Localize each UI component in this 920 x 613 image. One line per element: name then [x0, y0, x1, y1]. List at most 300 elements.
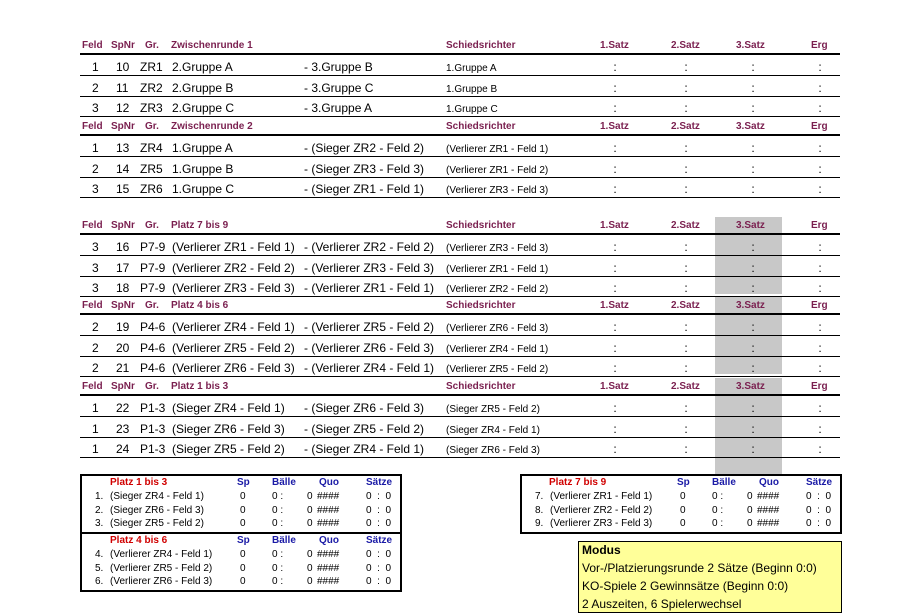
standings-baelle_b: 0 — [307, 549, 313, 560]
table-row — [80, 396, 840, 417]
table-row — [80, 437, 840, 458]
set-score-cell: : — [751, 442, 755, 456]
modus-title: Modus — [582, 543, 621, 557]
referee-cell: 1.Gruppe A — [446, 63, 497, 74]
referee-cell: 1.Gruppe B — [446, 83, 498, 95]
referee-cell: (Sieger ZR5 - Feld 2) — [446, 404, 540, 415]
set-score-cell: : — [684, 240, 688, 254]
set-score-cell: : — [684, 60, 688, 74]
standings-baelle_a: 0 : — [272, 518, 284, 529]
standings-rank: 6. — [95, 576, 104, 587]
section-title: Platz 7 bis 9 — [171, 220, 229, 231]
referee-cell: (Verlierer ZR3 - Feld 3) — [446, 243, 549, 254]
col-header-feld: Feld — [82, 121, 103, 132]
set-score-cell: : — [751, 101, 755, 115]
standings-rank: 3. — [95, 518, 104, 529]
set-score-cell: : — [751, 281, 755, 295]
standings-box — [520, 474, 842, 534]
col-header-feld: Feld — [82, 220, 103, 231]
col-header-spnr: SpNr — [111, 300, 135, 311]
set-score-cell: : — [613, 442, 617, 456]
standings-rank: 4. — [95, 549, 104, 560]
standings-saetze: 0 : 0 — [366, 549, 392, 560]
standings-saetze: 0 : 0 — [366, 504, 392, 516]
spnr-cell: 10 — [116, 60, 130, 74]
gr-cell: ZR4 — [140, 141, 163, 155]
standings-col-sp: Sp — [237, 477, 250, 488]
section-title: Zwischenrunde 1 — [171, 40, 253, 51]
feld-cell: 3 — [92, 260, 99, 275]
standings-quo: #### — [757, 491, 780, 502]
table-row — [80, 177, 840, 198]
team1-cell: 2.Gruppe B — [172, 80, 234, 95]
standings-baelle_a: 0 : — [272, 576, 284, 587]
standings-quo: #### — [757, 518, 780, 529]
standings-quo: #### — [317, 491, 340, 502]
set-score-cell: : — [818, 161, 822, 176]
set-score-cell: : — [818, 260, 822, 275]
spnr-cell: 12 — [116, 101, 130, 115]
set-score-cell: : — [818, 320, 822, 334]
team1-cell: (Verlierer ZR3 - Feld 3) — [172, 281, 295, 295]
team1-cell: 2.Gruppe C — [172, 101, 235, 115]
set-score-cell: : — [818, 80, 822, 95]
standings-sp: 0 — [680, 504, 686, 516]
standings-baelle_b: 0 — [747, 504, 753, 516]
team1-cell: 1.Gruppe A — [172, 141, 233, 155]
standings-header — [82, 535, 400, 548]
feld-cell: 2 — [92, 340, 99, 355]
set-score-cell: : — [818, 361, 822, 375]
team2-cell: - (Sieger ZR5 - Feld 2) — [304, 421, 425, 436]
team2-cell: - (Verlierer ZR3 - Feld 3) — [304, 260, 435, 275]
col-header-satz1: 1.Satz — [600, 121, 629, 132]
section-title: Platz 4 bis 6 — [171, 300, 229, 311]
spnr-cell: 24 — [116, 442, 130, 456]
col-header-gr: Gr. — [145, 300, 159, 311]
set-score-cell: : — [818, 421, 822, 436]
section-header — [80, 220, 840, 235]
referee-cell: (Sieger ZR6 - Feld 3) — [446, 445, 540, 456]
modus-line: 2 Auszeiten, 6 Spielerwechsel — [582, 597, 742, 611]
table-row — [80, 76, 840, 97]
set-score-cell: : — [818, 340, 822, 355]
set-score-cell: : — [613, 60, 617, 74]
col-header-spnr: SpNr — [111, 121, 135, 132]
standings-sp: 0 — [240, 576, 246, 587]
gr-cell: P4-6 — [140, 340, 166, 355]
standings-rank: 1. — [95, 491, 104, 502]
team2-cell: - 3.Gruppe C — [304, 80, 374, 95]
set-score-cell: : — [613, 240, 617, 254]
col-header-erg: Erg — [811, 220, 828, 231]
feld-cell: 2 — [92, 161, 99, 176]
referee-cell: (Verlierer ZR1 - Feld 1) — [446, 144, 549, 155]
col-header-feld: Feld — [82, 381, 103, 392]
set-score-cell: : — [818, 442, 822, 456]
gr-cell: P1-3 — [140, 421, 166, 436]
col-header-feld: Feld — [82, 300, 103, 311]
team1-cell: (Verlierer ZR4 - Feld 1) — [172, 320, 295, 334]
gr-cell: ZR1 — [140, 60, 163, 74]
feld-cell: 3 — [92, 240, 99, 254]
spnr-cell: 21 — [116, 361, 130, 375]
spnr-cell: 16 — [116, 240, 130, 254]
standings-baelle_b: 0 — [307, 491, 313, 502]
table-row — [80, 315, 840, 336]
standings-col-quo: Quo — [319, 535, 339, 546]
standings-team: (Verlierer ZR2 - Feld 2) — [550, 504, 653, 516]
set-score-cell: : — [751, 421, 755, 436]
feld-cell: 2 — [92, 361, 99, 375]
team2-cell: - (Sieger ZR1 - Feld 1) — [304, 182, 425, 196]
set-score-cell: : — [751, 260, 755, 275]
standings-title: Platz 7 bis 9 — [549, 477, 607, 488]
standings-baelle_a: 0 : — [712, 518, 724, 529]
set-score-cell: : — [751, 141, 755, 155]
standings-saetze: 0 : 0 — [366, 562, 392, 574]
standings-baelle_b: 0 — [747, 491, 753, 502]
referee-cell: (Verlierer ZR5 - Feld 2) — [446, 364, 549, 375]
referee-cell: (Verlierer ZR4 - Feld 1) — [446, 343, 549, 355]
set-score-cell: : — [613, 361, 617, 375]
table-row — [80, 96, 840, 117]
standings-sp: 0 — [240, 518, 246, 529]
col-header-satz2: 2.Satz — [671, 121, 700, 132]
standings-team: (Verlierer ZR6 - Feld 3) — [110, 576, 213, 587]
set-score-cell: : — [818, 240, 822, 254]
standings-rank: 9. — [535, 518, 544, 529]
gr-cell: P7-9 — [140, 281, 166, 295]
col-header-spnr: SpNr — [111, 220, 135, 231]
spnr-cell: 11 — [116, 80, 129, 95]
set-score-cell: : — [613, 340, 617, 355]
set-score-cell: : — [818, 281, 822, 295]
col-header-satz3: 3.Satz — [736, 220, 765, 231]
team1-cell: (Sieger ZR5 - Feld 2) — [172, 442, 285, 456]
team2-cell: - 3.Gruppe B — [304, 60, 373, 74]
set-score-cell: : — [818, 60, 822, 74]
set-score-cell: : — [751, 401, 755, 415]
standings-sp: 0 — [680, 518, 686, 529]
feld-cell: 1 — [92, 60, 99, 74]
standings-col-baelle: Bälle — [272, 477, 296, 488]
standings-sp: 0 — [240, 549, 246, 560]
standings-baelle_b: 0 — [307, 562, 313, 574]
gr-cell: P7-9 — [140, 240, 166, 254]
col-header-gr: Gr. — [145, 381, 159, 392]
modus-line: Vor-/Platzierungsrunde 2 Sätze (Beginn 0:0) — [582, 561, 817, 575]
spnr-cell: 14 — [116, 161, 130, 176]
standings-quo: #### — [317, 576, 340, 587]
feld-cell: 1 — [92, 141, 99, 155]
team1-cell: (Sieger ZR6 - Feld 3) — [172, 421, 285, 436]
set-score-cell: : — [684, 141, 688, 155]
gr-cell: ZR2 — [140, 80, 163, 95]
section-title: Zwischenrunde 2 — [171, 121, 253, 132]
set-score-cell: : — [613, 101, 617, 115]
col-header-satz2: 2.Satz — [671, 381, 700, 392]
referee-cell: 1.Gruppe C — [446, 104, 498, 115]
standings-sp: 0 — [240, 562, 246, 574]
standings-baelle_a: 0 : — [272, 491, 284, 502]
modus-box — [578, 541, 842, 613]
col-header-gr: Gr. — [145, 121, 159, 132]
team2-cell: - (Sieger ZR6 - Feld 3) — [304, 401, 425, 415]
team2-cell: - (Sieger ZR4 - Feld 1) — [304, 442, 425, 456]
standings-baelle_a: 0 : — [712, 504, 724, 516]
standings-saetze: 0 : 0 — [366, 518, 392, 529]
set-score-cell: : — [751, 60, 755, 74]
standings-box — [80, 532, 402, 592]
table-row — [80, 356, 840, 377]
gr-cell: P4-6 — [140, 361, 166, 375]
col-header-spnr: SpNr — [111, 381, 135, 392]
col-header-satz3: 3.Satz — [736, 40, 765, 51]
set-score-cell: : — [818, 182, 822, 196]
standings-rank: 5. — [95, 562, 104, 574]
section-header — [80, 300, 840, 315]
col-header-erg: Erg — [811, 121, 828, 132]
standings-saetze: 0 : 0 — [806, 491, 832, 502]
col-header-satz2: 2.Satz — [671, 300, 700, 311]
set-score-cell: : — [613, 281, 617, 295]
set-score-cell: : — [818, 101, 822, 115]
spnr-cell: 17 — [116, 260, 130, 275]
standings-team: (Sieger ZR4 - Feld 1) — [110, 491, 204, 502]
standings-quo: #### — [317, 504, 340, 516]
spnr-cell: 15 — [116, 182, 130, 196]
team1-cell: (Sieger ZR4 - Feld 1) — [172, 401, 285, 415]
team1-cell: (Verlierer ZR2 - Feld 2) — [172, 260, 295, 275]
team1-cell: (Verlierer ZR5 - Feld 2) — [172, 340, 295, 355]
referee-cell: (Verlierer ZR1 - Feld 2) — [446, 164, 549, 176]
standings-col-quo: Quo — [759, 477, 779, 488]
set-score-cell: : — [684, 401, 688, 415]
set-score-cell: : — [684, 80, 688, 95]
standings-col-sp: Sp — [677, 477, 690, 488]
team2-cell: - 3.Gruppe A — [304, 101, 373, 115]
col-header-schiedsrichter: Schiedsrichter — [446, 121, 516, 132]
spnr-cell: 20 — [116, 340, 130, 355]
standings-quo: #### — [317, 562, 340, 574]
col-header-satz2: 2.Satz — [671, 40, 700, 51]
standings-sp: 0 — [240, 491, 246, 502]
col-header-feld: Feld — [82, 40, 103, 51]
set-score-cell: : — [684, 320, 688, 334]
gr-cell: ZR6 — [140, 182, 163, 196]
standings-baelle_a: 0 : — [712, 491, 724, 502]
col-header-schiedsrichter: Schiedsrichter — [446, 220, 516, 231]
feld-cell: 2 — [92, 320, 99, 334]
set-score-cell: : — [684, 182, 688, 196]
col-header-satz1: 1.Satz — [600, 381, 629, 392]
set-score-cell: : — [751, 240, 755, 254]
feld-cell: 2 — [92, 80, 99, 95]
spnr-cell: 13 — [116, 141, 130, 155]
section-header — [80, 40, 840, 55]
standings-col-baelle: Bälle — [712, 477, 736, 488]
col-header-spnr: SpNr — [111, 40, 135, 51]
standings-title: Platz 1 bis 3 — [110, 477, 168, 488]
team1-cell: 1.Gruppe C — [172, 182, 235, 196]
standings-sp: 0 — [240, 504, 246, 516]
col-header-schiedsrichter: Schiedsrichter — [446, 300, 516, 311]
col-header-gr: Gr. — [145, 40, 159, 51]
col-header-satz1: 1.Satz — [600, 300, 629, 311]
set-score-cell: : — [613, 141, 617, 155]
standings-baelle_a: 0 : — [272, 549, 284, 560]
set-score-cell: : — [613, 80, 617, 95]
table-row — [80, 336, 840, 357]
set-score-cell: : — [684, 260, 688, 275]
standings-saetze: 0 : 0 — [806, 504, 832, 516]
standings-header — [522, 477, 840, 490]
set-score-cell: : — [751, 182, 755, 196]
standings-box — [80, 474, 402, 534]
table-row — [80, 55, 840, 76]
col-header-satz3: 3.Satz — [736, 381, 765, 392]
team1-cell: (Verlierer ZR1 - Feld 1) — [172, 240, 295, 254]
set-score-cell: : — [751, 80, 755, 95]
standings-rank: 2. — [95, 504, 104, 516]
standings-sp: 0 — [680, 491, 686, 502]
table-row — [80, 136, 840, 157]
set-score-cell: : — [818, 141, 822, 155]
spnr-cell: 19 — [116, 320, 130, 334]
feld-cell: 1 — [92, 401, 99, 415]
standings-baelle_b: 0 — [307, 576, 313, 587]
team1-cell: (Verlierer ZR6 - Feld 3) — [172, 361, 295, 375]
gr-cell: P1-3 — [140, 401, 166, 415]
set-score-cell: : — [684, 442, 688, 456]
set-score-cell: : — [818, 401, 822, 415]
set-score-cell: : — [613, 421, 617, 436]
gr-cell: P4-6 — [140, 320, 166, 334]
table-row — [80, 417, 840, 438]
team2-cell: - (Verlierer ZR6 - Feld 3) — [304, 340, 435, 355]
set-score-cell: : — [613, 320, 617, 334]
standings-rank: 7. — [535, 491, 544, 502]
spnr-cell: 22 — [116, 401, 130, 415]
standings-col-baelle: Bälle — [272, 535, 296, 546]
set-score-cell: : — [684, 361, 688, 375]
set-score-cell: : — [684, 421, 688, 436]
feld-cell: 3 — [92, 101, 99, 115]
set-score-cell: : — [684, 101, 688, 115]
standings-team: (Sieger ZR5 - Feld 2) — [110, 518, 204, 529]
referee-cell: (Verlierer ZR3 - Feld 3) — [446, 185, 549, 196]
team2-cell: - (Verlierer ZR2 - Feld 2) — [304, 240, 435, 254]
standings-team: (Verlierer ZR3 - Feld 3) — [550, 518, 653, 529]
set-score-cell: : — [613, 182, 617, 196]
standings-saetze: 0 : 0 — [366, 491, 392, 502]
gr-cell: ZR3 — [140, 101, 163, 115]
team2-cell: - (Sieger ZR2 - Feld 2) — [304, 141, 425, 155]
col-header-schiedsrichter: Schiedsrichter — [446, 40, 516, 51]
feld-cell: 1 — [92, 442, 99, 456]
standings-saetze: 0 : 0 — [806, 518, 832, 529]
standings-quo: #### — [317, 549, 340, 560]
set-score-cell: : — [684, 281, 688, 295]
standings-team: (Verlierer ZR4 - Feld 1) — [110, 549, 213, 560]
section-header — [80, 121, 840, 136]
referee-cell: (Verlierer ZR1 - Feld 1) — [446, 263, 549, 275]
table-row — [80, 276, 840, 297]
standings-header — [82, 477, 400, 490]
standings-baelle_b: 0 — [307, 504, 313, 516]
gr-cell: P7-9 — [140, 260, 166, 275]
modus-line: KO-Spiele 2 Gewinnsätze (Beginn 0:0) — [582, 579, 789, 593]
standings-team: (Sieger ZR6 - Feld 3) — [110, 504, 204, 516]
col-header-satz3: 3.Satz — [736, 300, 765, 311]
set-score-cell: : — [751, 320, 755, 334]
col-header-erg: Erg — [811, 40, 828, 51]
col-header-erg: Erg — [811, 300, 828, 311]
standings-baelle_a: 0 : — [272, 504, 284, 516]
standings-baelle_b: 0 — [307, 518, 313, 529]
col-header-erg: Erg — [811, 381, 828, 392]
team2-cell: - (Verlierer ZR1 - Feld 1) — [304, 281, 435, 295]
feld-cell: 1 — [92, 421, 99, 436]
spnr-cell: 18 — [116, 281, 130, 295]
table-row — [80, 157, 840, 178]
section-title: Platz 1 bis 3 — [171, 381, 229, 392]
feld-cell: 3 — [92, 182, 99, 196]
set-score-cell: : — [751, 361, 755, 375]
team1-cell: 1.Gruppe B — [172, 161, 234, 176]
set-score-cell: : — [684, 161, 688, 176]
col-header-satz3: 3.Satz — [736, 121, 765, 132]
gr-cell: ZR5 — [140, 161, 163, 176]
set-score-cell: : — [751, 340, 755, 355]
standings-rank: 8. — [535, 504, 544, 516]
referee-cell: (Sieger ZR4 - Feld 1) — [446, 424, 540, 436]
spnr-cell: 23 — [116, 421, 130, 436]
standings-col-quo: Quo — [319, 477, 339, 488]
team2-cell: - (Verlierer ZR4 - Feld 1) — [304, 361, 435, 375]
col-header-satz1: 1.Satz — [600, 40, 629, 51]
standings-team: (Verlierer ZR5 - Feld 2) — [110, 562, 213, 574]
referee-cell: (Verlierer ZR6 - Feld 3) — [446, 323, 549, 334]
standings-col-saetze: Sätze — [806, 477, 833, 488]
standings-team: (Verlierer ZR1 - Feld 1) — [550, 491, 653, 502]
set-score-cell: : — [613, 161, 617, 176]
table-row — [80, 235, 840, 256]
set-score-cell: : — [684, 340, 688, 355]
standings-quo: #### — [317, 518, 340, 529]
standings-saetze: 0 : 0 — [366, 576, 392, 587]
team2-cell: - (Verlierer ZR5 - Feld 2) — [304, 320, 435, 334]
standings-baelle_b: 0 — [747, 518, 753, 529]
set-score-cell: : — [613, 401, 617, 415]
set-score-cell: : — [751, 161, 755, 176]
standings-col-sp: Sp — [237, 535, 250, 546]
section-header — [80, 381, 840, 396]
standings-baelle_a: 0 : — [272, 562, 284, 574]
team1-cell: 2.Gruppe A — [172, 60, 233, 74]
standings-col-saetze: Sätze — [366, 477, 393, 488]
col-header-satz1: 1.Satz — [600, 220, 629, 231]
standings-title: Platz 4 bis 6 — [110, 535, 168, 546]
col-header-satz2: 2.Satz — [671, 220, 700, 231]
col-header-gr: Gr. — [145, 220, 159, 231]
col-header-schiedsrichter: Schiedsrichter — [446, 381, 516, 392]
feld-cell: 3 — [92, 281, 99, 295]
referee-cell: (Verlierer ZR2 - Feld 2) — [446, 284, 549, 295]
table-row — [80, 256, 840, 277]
standings-quo: #### — [757, 504, 780, 516]
